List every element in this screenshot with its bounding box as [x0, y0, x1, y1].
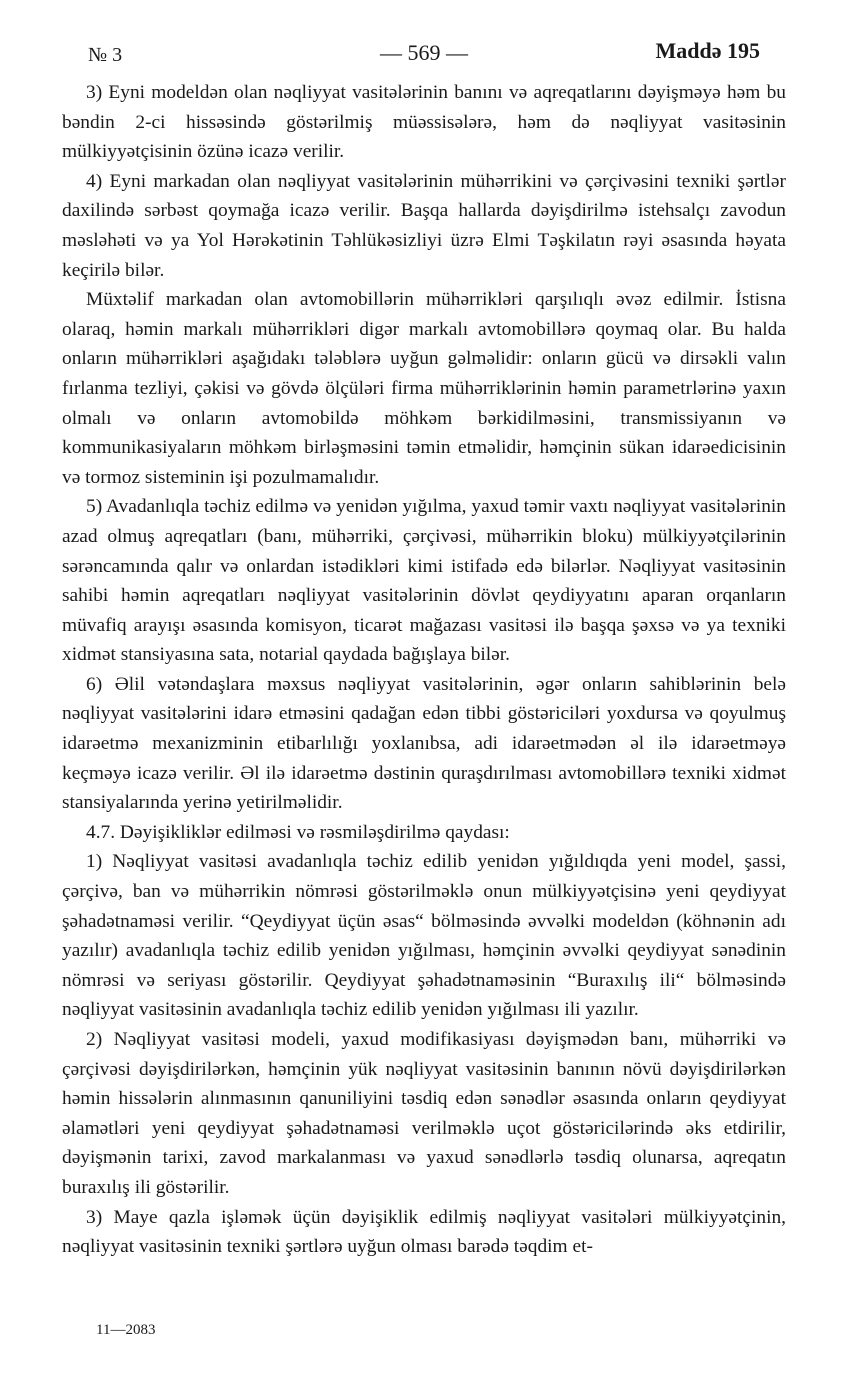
paragraph: 5) Avadanlıqla təchiz edilmə və yenidən yığılma, yaxud təmir vaxtı nəqliyyat vasitələrinin azad olmuş aqreqatları (banı, mühərriki, çərçivəsi, mühərrikin bloku) mülkiyyətçilərinin sərəncamında qalır və onlardan istədikləri kimi istifadə edə bilərlər. Nəqliyyat vasitəsinin sahibi həmin aqreqatları nəqliyyat vasitələrinin dövlət qeydiyyatını aparan orqanların müvafiq arayışı əsasında komisyon, ticarət mağazası vasitəsi ilə başqa şəxsə və ya texniki xidmət stansiyasına sata, notarial qaydada bağışlaya bilər. — [62, 496, 786, 666]
page-header — [88, 38, 760, 68]
document-body — [62, 78, 786, 1262]
section-heading: 4.7. Dəyişikliklər edilməsi və rəsmiləşdirilmə qaydası: — [86, 821, 510, 843]
paragraph: Müxtəlif markadan olan avtomobillərin mühərrikləri qarşılıqlı əvəz edilmir. İstisna olaraq, həmin markalı mühərrikləri digər markalı avtomobillərə qoymaq olar. Bu halda onların mühərrikləri aşağıdakı tələblərə uyğun gəlməlidir: onların gücü və dirsəkli valın fırlanma tezliyi, çəkisi və gövdə ölçüləri firma mühərriklərinin həmin parametrlərinə yaxın olmalı və onların avtomobildə möhkəm bərkidilməsini, transmissiyanın və kommunikasiyaların möhkəm birləşməsini təmin etməlidir, həmçinin sükan idarəedicisinin və tormoz sisteminin işi pozulmamalıdır. — [62, 289, 786, 488]
paragraph: 6) Əlil vətəndaşlara məxsus nəqliyyat vasitələrinin, əgər onların sahiblərinin belə nəqliyyat vasitələrini idarə etməsini qadağan edən tibbi göstəriciləri yoxdursa və qoyulmuş idarəetmə mexanizminin etibarlılığı yoxlanıbsa, adi idarəetmədən əl ilə idarəetməyə keçməyə icazə verilir. Əl ilə idarəetmə dəstinin quraşdırılması avtomobillərə texniki xidmət stansiyalarında yerinə yetirilməlidir. — [62, 673, 786, 814]
page-number: — 569 — — [380, 40, 468, 65]
paragraph: 1) Nəqliyyat vasitəsi avadanlıqla təchiz edilib yenidən yığıldıqda yeni model, şassi, çərçivə, ban və mühərrikin nömrəsi göstərilməklə onun mülkiyyətçisinə yeni qeydiyyat şəhadətnaməsi verilir. “Qeydiyyat üçün əsas“ bölməsində əvvəlki modeldən (köhnənin adı yazılır) avadanlıqla təchiz edilib yenidən yığılması, həmçinin əvvəlki qeydiyyat sənədinin nömrəsi və seriyası göstərilir. Qeydiyyat şəhadətnaməsinin “Buraxılış ili“ bölməsində nəqliyyat vasitəsinin avadanlıqla təchiz edilib yenidən yığılması ili yazılır. — [62, 851, 786, 1021]
paragraph: 3) Eyni modeldən olan nəqliyyat vasitələrinin banını və aqreqatlarını dəyişməyə həm bu bəndin 2-ci hissəsində göstərilmiş müəssisələrə, həm də nəqliyyat vasitəsinin mülkiyyətçisinin özünə icazə verilir. — [62, 82, 786, 163]
article-label: Maddə 195 — [655, 38, 760, 63]
paragraph: 3) Maye qazla işləmək üçün dəyişiklik edilmiş nəqliyyat vasitələri mülkiyyətçinin, nəqliyyat vasitəsinin texniki şərtlərə uyğun olması barədə təqdim et- — [62, 1206, 786, 1258]
printer-signature: 11—2083 — [96, 1322, 156, 1338]
paragraph: 4) Eyni markadan olan nəqliyyat vasitələrinin mühərrikini və çərçivəsini texniki şərtlər daxilində sərbəst qoymağa icazə verilir. Başqa hallarda dəyişdirilmə istehsalçı zavodun məsləhəti və ya Yol Hərəkətinin Təhlükəsizliyi üzrə Elmi Təşkilatın rəyi əsasında həyata keçirilə bilər. — [62, 170, 786, 281]
paragraph: 2) Nəqliyyat vasitəsi modeli, yaxud modifikasiyası dəyişmədən banı, mühərriki və çərçivəsi dəyişdirilərkən, həmçinin yük nəqliyyat vasitəsinin banının növü dəyişdirilərkən həmin hissələrin alınmasının qanuniliyini təsdiq edən sənədlər əsasında onların qeydiyyat əlamətləri yeni qeydiyyat şəhadətnaməsi verilməklə uçot göstəricilərində əks etdirilir, dəyişmənin tarixi, zavod markalanması və yaxud sənədlərlə təsdiq olunarsa, aqreqatın buraxılış ili göstərilir. — [62, 1029, 786, 1198]
issue-number: № 3 — [88, 44, 123, 66]
